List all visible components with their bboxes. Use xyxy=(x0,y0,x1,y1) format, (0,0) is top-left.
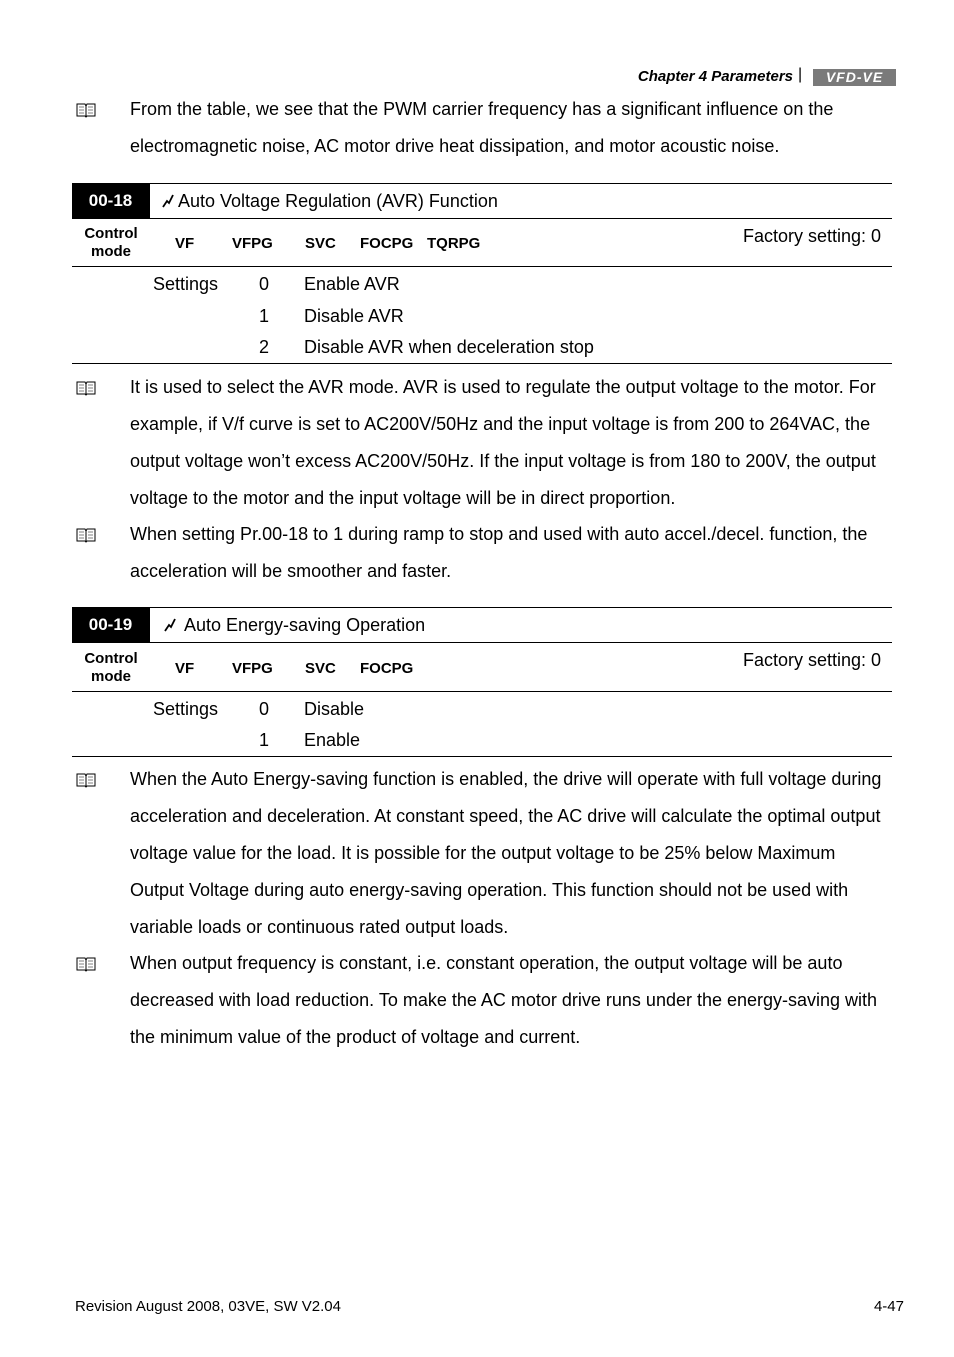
book-icon xyxy=(76,380,96,396)
mode-vfpg: VFPG xyxy=(232,235,273,252)
mode-focpg: FOCPG xyxy=(360,660,414,677)
book-icon xyxy=(76,527,96,543)
factory-setting: Factory setting: 0 xyxy=(743,650,882,670)
vfd-ve-logo: VFD-VE xyxy=(813,69,896,86)
control-mode-label: Control mode xyxy=(84,650,138,685)
mode-vf: VF xyxy=(175,235,195,252)
setting-value: 2 xyxy=(259,337,270,357)
param-code-box: 00-18 xyxy=(72,184,149,218)
control-mode-label: Control mode xyxy=(84,225,138,260)
book-icon xyxy=(76,956,96,972)
setting-value: 1 xyxy=(259,306,270,326)
note-paragraph: It is used to select the AVR mode. AVR is used to regulate the output voltage to the motor. For example, if V/f curve is set to AC200V/50Hz and the input voltage is from 200 to 264VAC, the output voltage won’t excess AC200V/50Hz. If the input voltage is from 180 to 200V, the output voltage to the motor and the input voltage will be in direct proportion. xyxy=(130,377,876,508)
table-divider xyxy=(72,218,892,219)
note-paragraph: When setting Pr.00-18 to 1 during ramp to stop and used with auto accel./decel. function, the acceleration will be smoother and faster. xyxy=(130,524,868,581)
setting-value: 0 xyxy=(259,274,270,294)
setting-value: 1 xyxy=(259,730,270,750)
pen-icon xyxy=(161,193,175,209)
header-separator: | xyxy=(798,66,803,83)
note-paragraph: When output frequency is constant, i.e. constant operation, the output voltage will be auto decreased with load reduction. To make the AC motor drive runs under the energy-saving with the minimum value of the product of voltage and current. xyxy=(130,953,878,1047)
footer-revision: Revision August 2008, 03VE, SW V2.04 xyxy=(75,1298,341,1315)
factory-setting: Factory setting: 0 xyxy=(743,226,882,246)
setting-description: Disable AVR xyxy=(304,306,404,326)
table-divider xyxy=(72,691,892,692)
mode-svc: SVC xyxy=(305,235,336,252)
table-bottom-border xyxy=(72,363,892,364)
param-title: Auto Voltage Regulation (AVR) Function xyxy=(178,191,498,211)
setting-description: Enable xyxy=(304,730,361,750)
settings-label: Settings xyxy=(153,699,219,719)
divider xyxy=(149,184,150,218)
table-top-border xyxy=(72,183,892,184)
param-title: Auto Energy-saving Operation xyxy=(184,615,426,635)
setting-value: 0 xyxy=(259,699,270,719)
table-divider xyxy=(72,642,892,643)
param-code-box: 00-19 xyxy=(72,608,149,642)
divider xyxy=(149,608,150,642)
setting-description: Disable AVR when deceleration stop xyxy=(304,337,594,357)
note-paragraph: When the Auto Energy-saving function is enabled, the drive will operate with full voltage during acceleration and deceleration. At constant speed, the AC drive will calculate the optimal output voltage value for the load. It is possible for the output voltage to be 25% below Maximum Output Voltage during auto energy-saving operation. This function should not be used with variable loads or continuous rated output loads. xyxy=(130,769,882,937)
table-divider xyxy=(72,266,892,267)
setting-description: Disable xyxy=(304,699,365,719)
settings-label: Settings xyxy=(153,274,219,294)
page-number: 4-47 xyxy=(873,1298,904,1315)
chapter-title: Chapter 4 Parameters xyxy=(637,68,793,85)
setting-description: Enable AVR xyxy=(304,274,400,294)
pen-icon xyxy=(163,617,177,633)
mode-tqrpg: TQRPG xyxy=(427,235,481,252)
mode-vfpg: VFPG xyxy=(232,660,273,677)
book-icon xyxy=(76,772,96,788)
mode-svc: SVC xyxy=(305,660,336,677)
table-bottom-border xyxy=(72,756,892,757)
mode-vf: VF xyxy=(175,660,195,677)
intro-paragraph: From the table, we see that the PWM carrier frequency has a significant influence on the electromagnetic noise, AC motor drive heat dissipation, and motor acoustic noise. xyxy=(130,99,834,156)
table-top-border xyxy=(72,607,892,608)
book-icon xyxy=(76,102,96,118)
mode-focpg: FOCPG xyxy=(360,235,414,252)
